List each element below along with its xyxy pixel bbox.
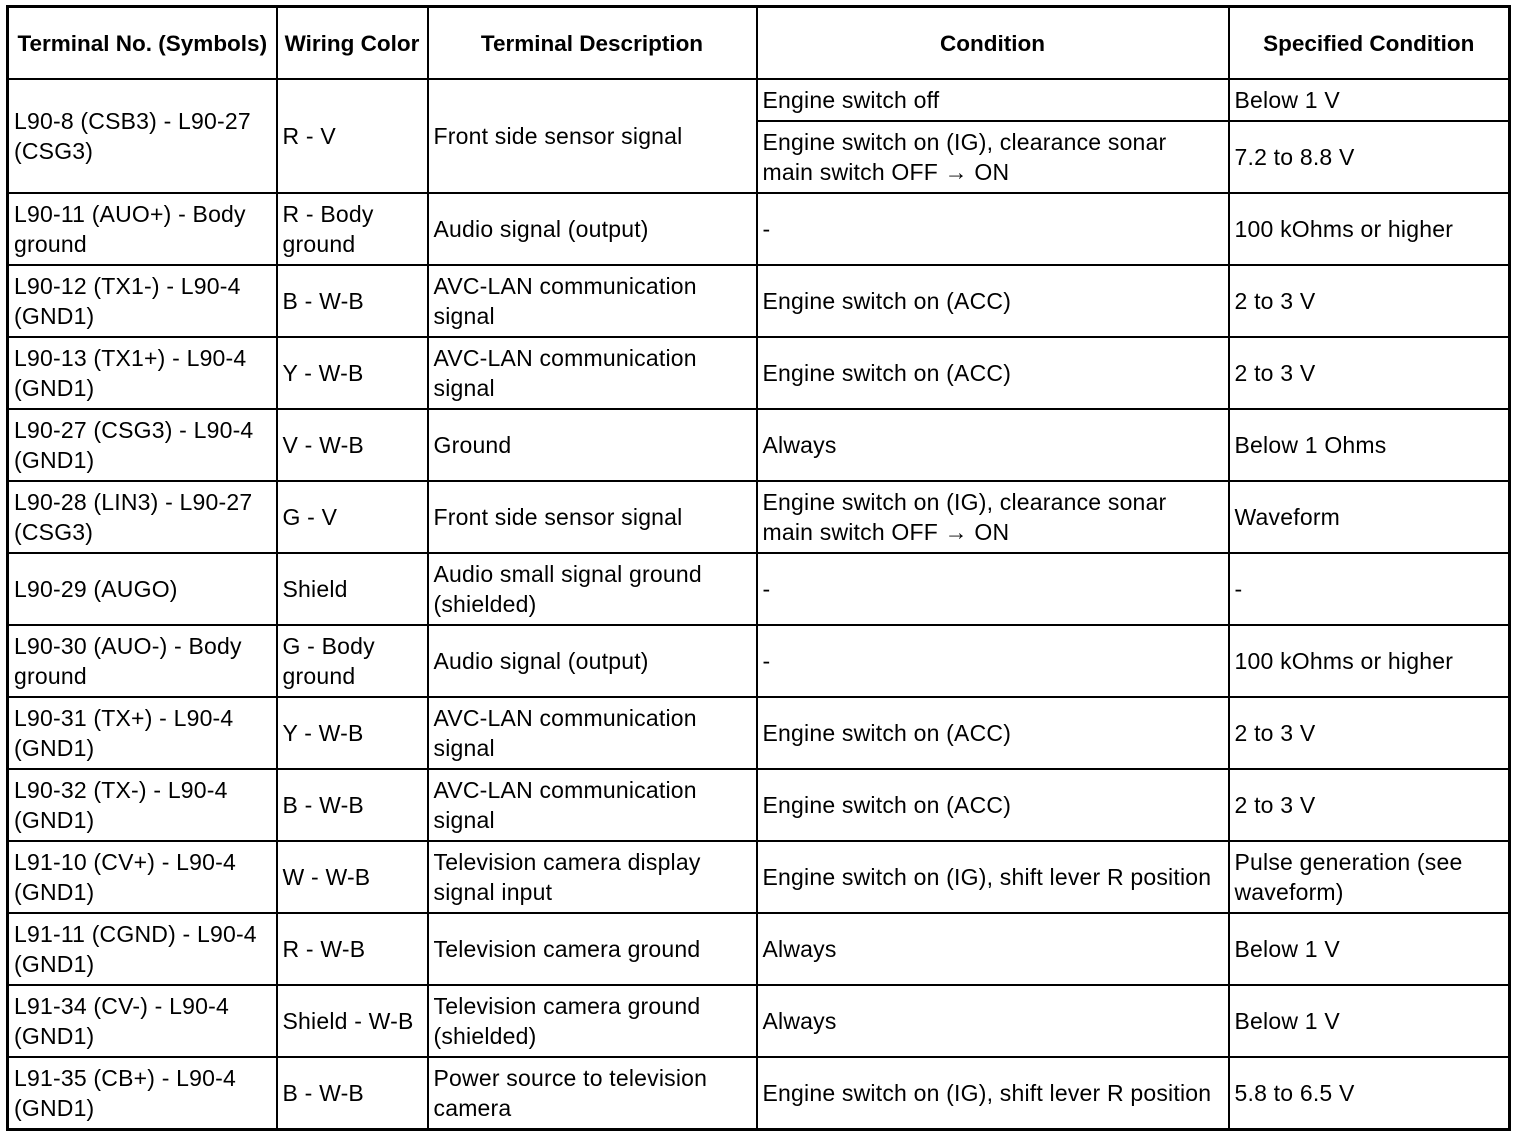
cell-wiring-color: Y - W-B: [277, 697, 428, 769]
cell-wiring-color: V - W-B: [277, 409, 428, 481]
cell-wiring-color: G - Body ground: [277, 625, 428, 697]
cell-description: Television camera ground (shielded): [428, 985, 757, 1057]
table-row: [8, 481, 1510, 553]
cell-specified-condition: Below 1 V: [1229, 79, 1510, 121]
cell-condition: -: [757, 193, 1229, 265]
cell-terminal: L90-29 (AUGO): [8, 553, 277, 625]
cell-specified-condition: 7.2 to 8.8 V: [1229, 121, 1510, 193]
cell-specified-condition: 2 to 3 V: [1229, 265, 1510, 337]
table-row: [8, 409, 1510, 481]
cell-description: Power source to television camera: [428, 1057, 757, 1130]
table-row: [8, 625, 1510, 697]
cell-terminal: L90-13 (TX1+) - L90-4 (GND1): [8, 337, 277, 409]
cell-description: AVC-LAN communication signal: [428, 337, 757, 409]
cell-wiring-color: Y - W-B: [277, 337, 428, 409]
cell-description: Audio signal (output): [428, 625, 757, 697]
cell-specified-condition: 2 to 3 V: [1229, 697, 1510, 769]
cell-terminal: L90-12 (TX1-) - L90-4 (GND1): [8, 265, 277, 337]
header-condition: Condition: [757, 7, 1229, 80]
cell-description: Front side sensor signal: [428, 481, 757, 553]
cell-terminal: L90-32 (TX-) - L90-4 (GND1): [8, 769, 277, 841]
cell-condition: Engine switch on (IG), shift lever R position: [757, 1057, 1229, 1130]
cell-specified-condition: 2 to 3 V: [1229, 769, 1510, 841]
header-terminal-description: Terminal Description: [428, 7, 757, 80]
table-row: [8, 553, 1510, 625]
cell-description: AVC-LAN communication signal: [428, 265, 757, 337]
cell-condition: Engine switch on (IG), clearance sonar main switch OFF → ON: [757, 121, 1229, 193]
table-row: [8, 193, 1510, 265]
cell-description: AVC-LAN communication signal: [428, 769, 757, 841]
cell-wiring-color: R - Body ground: [277, 193, 428, 265]
cell-specified-condition: 100 kOhms or higher: [1229, 193, 1510, 265]
cell-terminal: L90-30 (AUO-) - Body ground: [8, 625, 277, 697]
cell-wiring-color: G - V: [277, 481, 428, 553]
cell-specified-condition: 100 kOhms or higher: [1229, 625, 1510, 697]
cell-description: Audio small signal ground (shielded): [428, 553, 757, 625]
cell-condition: Engine switch on (IG), shift lever R position: [757, 841, 1229, 913]
cell-description: Front side sensor signal: [428, 79, 757, 193]
cell-wiring-color: B - W-B: [277, 265, 428, 337]
table-row: [8, 1057, 1510, 1130]
cell-description: AVC-LAN communication signal: [428, 697, 757, 769]
cell-condition: Engine switch on (IG), clearance sonar main switch OFF → ON: [757, 481, 1229, 553]
cell-specified-condition: Pulse generation (see waveform): [1229, 841, 1510, 913]
cell-terminal: L91-11 (CGND) - L90-4 (GND1): [8, 913, 277, 985]
cell-condition: -: [757, 625, 1229, 697]
table-row: [8, 337, 1510, 409]
cell-terminal: L91-35 (CB+) - L90-4 (GND1): [8, 1057, 277, 1130]
cell-condition: Engine switch on (ACC): [757, 697, 1229, 769]
cell-specified-condition: 2 to 3 V: [1229, 337, 1510, 409]
cell-specified-condition: -: [1229, 553, 1510, 625]
cell-terminal: L91-34 (CV-) - L90-4 (GND1): [8, 985, 277, 1057]
cell-description: Audio signal (output): [428, 193, 757, 265]
cell-wiring-color: R - V: [277, 79, 428, 193]
cell-wiring-color: B - W-B: [277, 769, 428, 841]
cell-specified-condition: 5.8 to 6.5 V: [1229, 1057, 1510, 1130]
cell-description: Television camera ground: [428, 913, 757, 985]
header-terminal: Terminal No. (Symbols): [8, 7, 277, 80]
cell-wiring-color: Shield - W-B: [277, 985, 428, 1057]
cell-terminal: L90-11 (AUO+) - Body ground: [8, 193, 277, 265]
cell-condition: Engine switch on (ACC): [757, 265, 1229, 337]
header-row: [8, 7, 1510, 80]
cell-condition: Engine switch off: [757, 79, 1229, 121]
cell-description: Television camera display signal input: [428, 841, 757, 913]
cell-terminal: L90-28 (LIN3) - L90-27 (CSG3): [8, 481, 277, 553]
cell-condition: Engine switch on (ACC): [757, 769, 1229, 841]
cell-wiring-color: W - W-B: [277, 841, 428, 913]
header-wiring-color: Wiring Color: [277, 7, 428, 80]
cell-terminal: L90-8 (CSB3) - L90-27 (CSG3): [8, 79, 277, 193]
table-row: [8, 265, 1510, 337]
terminal-spec-table: [6, 5, 1511, 1131]
cell-condition: Always: [757, 409, 1229, 481]
cell-terminal: L91-10 (CV+) - L90-4 (GND1): [8, 841, 277, 913]
cell-wiring-color: Shield: [277, 553, 428, 625]
cell-condition: Always: [757, 913, 1229, 985]
cell-description: Ground: [428, 409, 757, 481]
cell-terminal: L90-31 (TX+) - L90-4 (GND1): [8, 697, 277, 769]
cell-specified-condition: Waveform: [1229, 481, 1510, 553]
table-row: [8, 985, 1510, 1057]
cell-condition: -: [757, 553, 1229, 625]
table-row: [8, 769, 1510, 841]
cell-terminal: L90-27 (CSG3) - L90-4 (GND1): [8, 409, 277, 481]
table-row: [8, 79, 1510, 121]
table-row: [8, 697, 1510, 769]
cell-specified-condition: Below 1 Ohms: [1229, 409, 1510, 481]
cell-specified-condition: Below 1 V: [1229, 985, 1510, 1057]
cell-wiring-color: R - W-B: [277, 913, 428, 985]
table-row: [8, 841, 1510, 913]
table-row: [8, 913, 1510, 985]
cell-condition: Always: [757, 985, 1229, 1057]
header-specified-condition: Specified Condition: [1229, 7, 1510, 80]
cell-specified-condition: Below 1 V: [1229, 913, 1510, 985]
cell-condition: Engine switch on (ACC): [757, 337, 1229, 409]
cell-wiring-color: B - W-B: [277, 1057, 428, 1130]
